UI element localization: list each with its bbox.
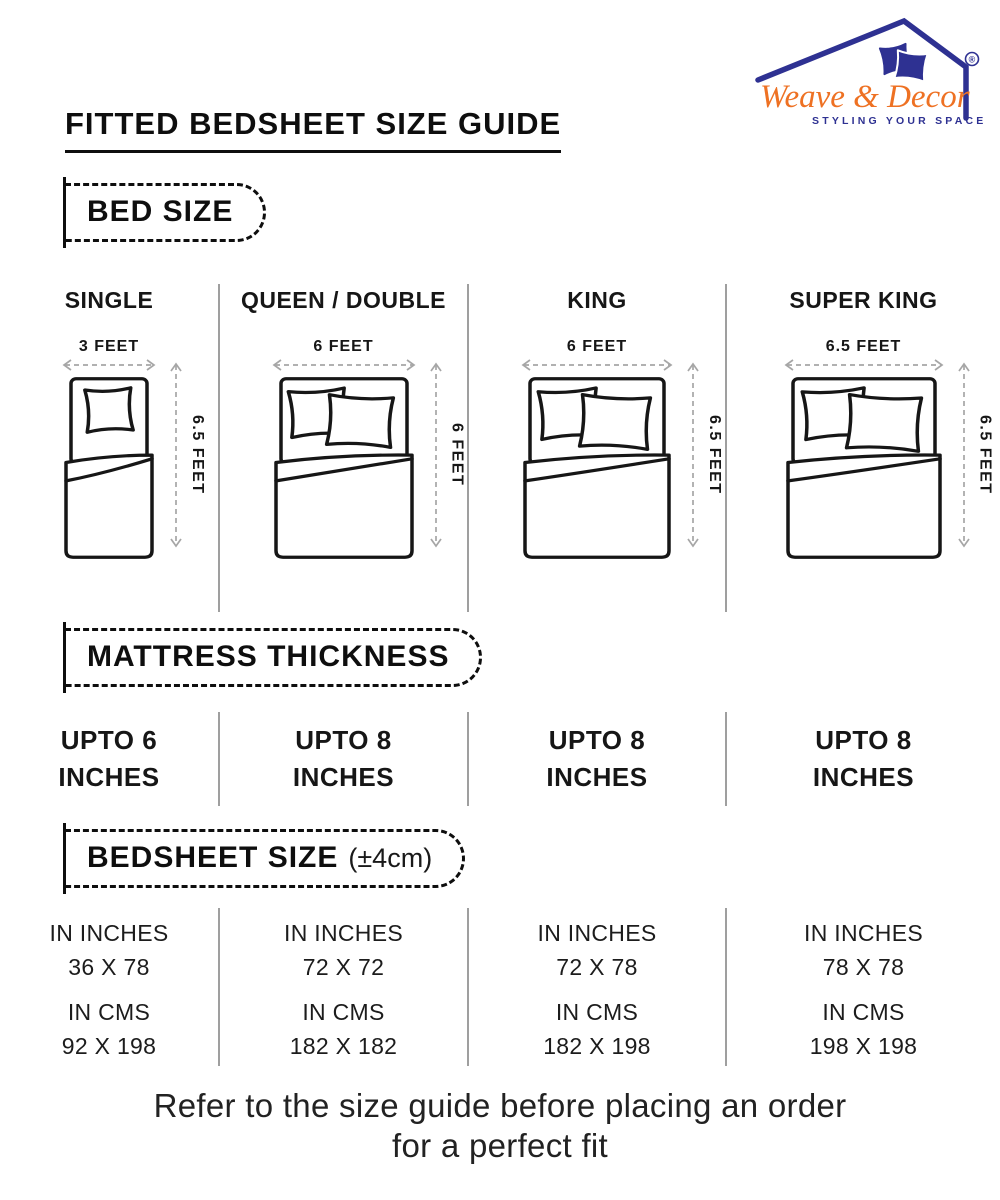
mattress-thickness-label: MATTRESS THICKNESS: [87, 640, 450, 673]
length-dimension: [686, 360, 723, 550]
length-arrow-icon: [429, 360, 443, 550]
length-dimension: [429, 360, 466, 550]
registered-mark: ®: [968, 54, 976, 65]
mattress-value: UPTO 8 INCHES: [546, 725, 648, 792]
bed-name: QUEEN / DOUBLE: [240, 287, 447, 313]
cms-heading: IN CMS: [302, 999, 385, 1025]
width-arrow-icon: [270, 358, 418, 372]
length-arrow-icon: [957, 360, 971, 550]
mattress-value: UPTO 8 INCHES: [292, 725, 395, 792]
bed-icon: [523, 376, 671, 560]
mattress-cell-super-king: [727, 712, 1000, 806]
bed-size-label: BED SIZE: [87, 195, 234, 228]
cms-value: 182 X 198: [543, 1033, 651, 1059]
bed-column-single: [0, 284, 220, 612]
width-dimension: [786, 338, 942, 372]
width-arrow-icon: [519, 358, 675, 372]
mattress-thickness-header: [65, 628, 482, 687]
width-label: 6.5 FEET: [825, 338, 902, 355]
bedsheet-size-label: BEDSHEET SIZE: [87, 841, 339, 874]
bed-column-super-king: [727, 284, 1000, 612]
bed-icon: [274, 376, 414, 560]
page-title: FITTED BEDSHEET SIZE GUIDE: [65, 106, 561, 153]
width-dimension: [274, 338, 414, 372]
bed-name: KING: [567, 287, 627, 313]
inches-heading: IN INCHES: [49, 920, 169, 946]
inches-value: 72 X 72: [302, 954, 385, 980]
brand-name: Weave & Decor: [760, 79, 970, 115]
bed-icon: [786, 376, 942, 560]
length-arrow-icon: [686, 360, 700, 550]
length-arrow-icon: [169, 360, 183, 550]
cms-heading: IN CMS: [822, 999, 905, 1025]
brand-tagline: STYLING YOUR SPACE: [812, 115, 986, 127]
cms-value: 92 X 198: [61, 1033, 157, 1059]
width-label: 6 FEET: [566, 338, 628, 355]
mattress-value: UPTO 6 INCHES: [58, 725, 160, 792]
mattress-cell-king: [469, 712, 727, 806]
width-arrow-icon: [782, 358, 946, 372]
bed-column-king: [469, 284, 727, 612]
length-label: 6.5 FEET: [976, 415, 994, 495]
width-label: 3 FEET: [78, 338, 140, 355]
bedsheet-tolerance: (±4cm): [348, 843, 433, 873]
width-label: 6 FEET: [313, 338, 374, 355]
mattress-thickness-row: [0, 712, 1000, 806]
cms-heading: IN CMS: [67, 999, 151, 1025]
inches-value: 78 X 78: [822, 954, 905, 980]
width-dimension: [64, 338, 154, 372]
bedsheet-size-header: [65, 829, 465, 888]
bed-name: SINGLE: [64, 287, 154, 313]
length-label: 6.5 FEET: [706, 415, 723, 495]
bed-icon: [64, 376, 154, 560]
length-label: 6 FEET: [448, 423, 466, 487]
bedsheet-size-rows: [0, 908, 1000, 1066]
mattress-cell-queen-double: [220, 712, 469, 806]
mattress-cell-single: [0, 712, 220, 806]
bed-name: SUPER KING: [789, 287, 938, 313]
inches-heading: IN INCHES: [537, 920, 657, 946]
inches-heading: IN INCHES: [804, 920, 923, 946]
sheet-cell-super-king: [727, 908, 1000, 1066]
inches-value: 36 X 78: [68, 954, 150, 980]
footer-line-1: Refer to the size guide before placing an order: [153, 1087, 847, 1124]
mattress-value: UPTO 8 INCHES: [812, 725, 915, 792]
sheet-cell-queen-double: [220, 908, 469, 1066]
bed-size-header: [65, 183, 266, 242]
length-label: 6.5 FEET: [189, 415, 206, 495]
footer-line-2: for a perfect fit: [391, 1127, 609, 1164]
inches-value: 72 X 78: [556, 954, 638, 980]
cms-value: 198 X 198: [809, 1033, 918, 1059]
bed-column-queen-double: [220, 284, 469, 612]
cms-value: 182 X 182: [289, 1033, 398, 1059]
bed-size-columns: [0, 284, 1000, 612]
length-dimension: [169, 360, 206, 550]
brand-logo: [744, 12, 986, 130]
width-arrow-icon: [60, 358, 158, 372]
inches-heading: IN INCHES: [284, 920, 403, 946]
cms-heading: IN CMS: [555, 999, 639, 1025]
pillows-icon: [880, 44, 928, 82]
footer-note: [0, 1086, 1000, 1166]
sheet-cell-king: [469, 908, 727, 1066]
sheet-cell-single: [0, 908, 220, 1066]
length-dimension: [957, 360, 994, 550]
width-dimension: [523, 338, 671, 372]
